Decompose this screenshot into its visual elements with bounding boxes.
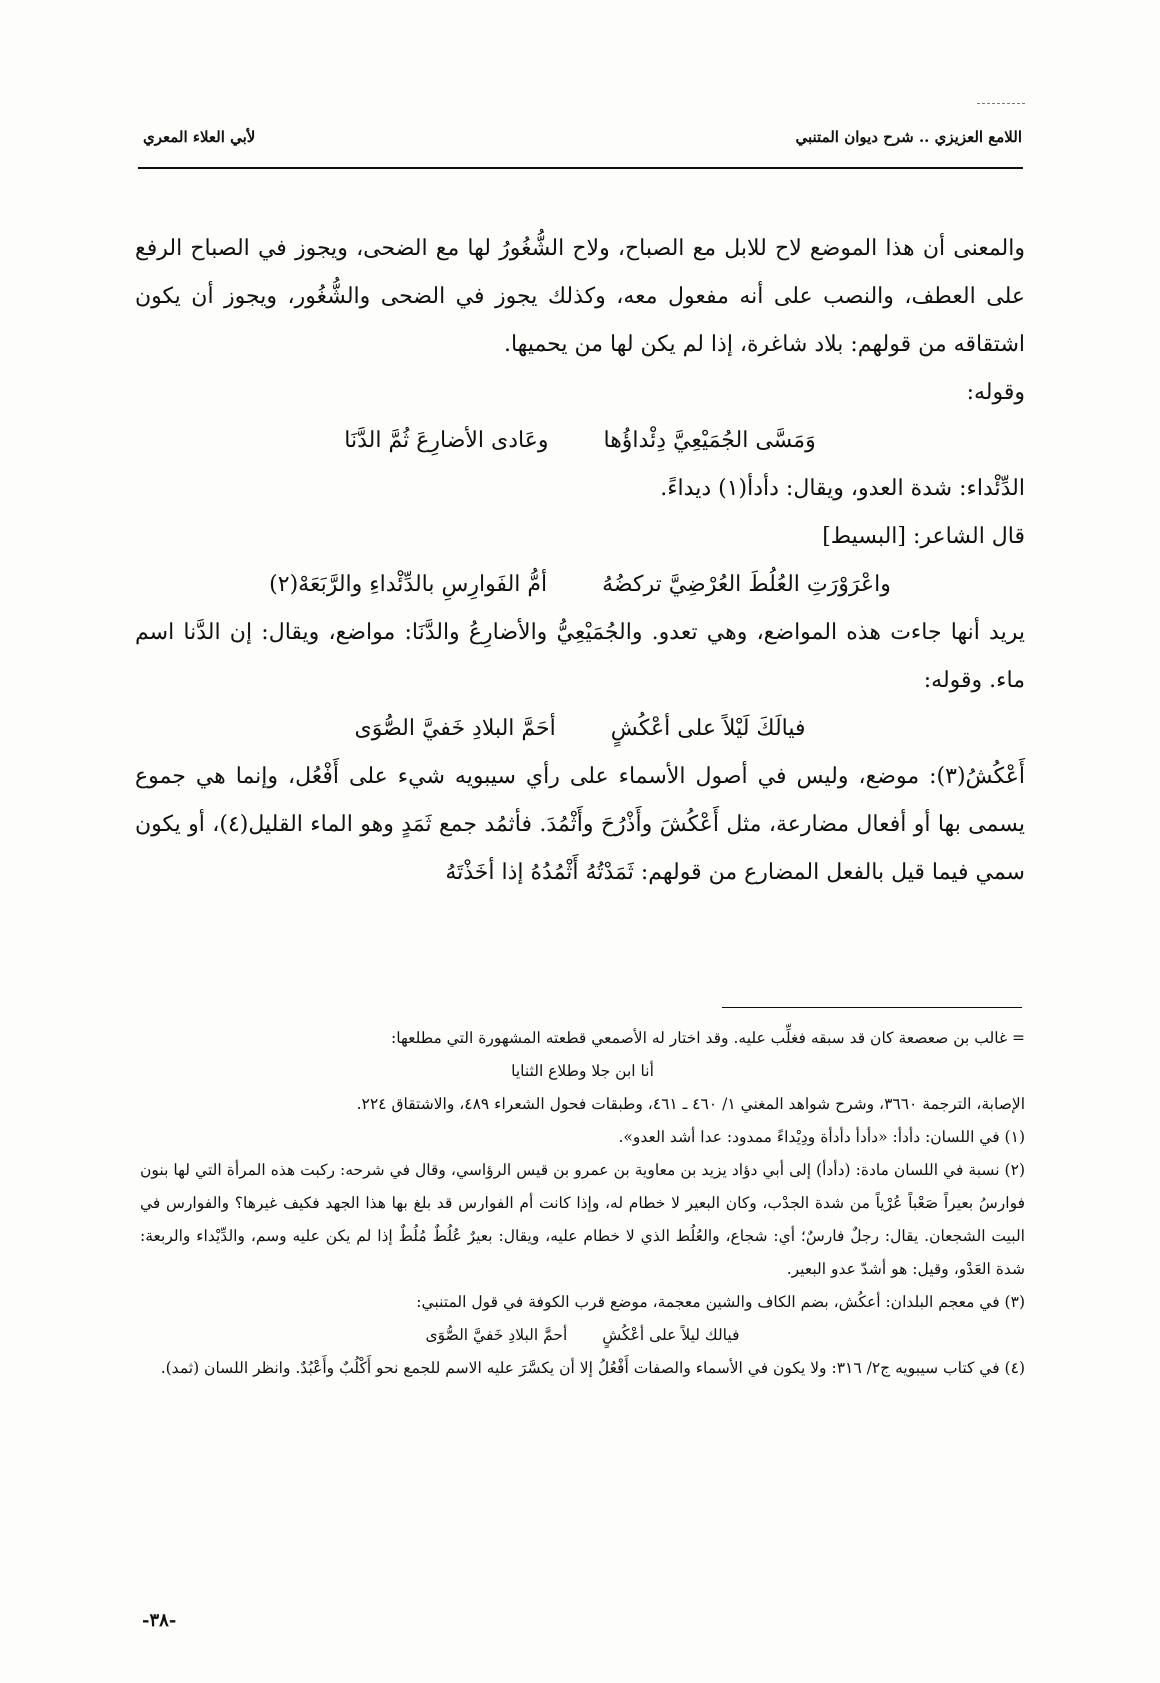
header-mark — [977, 103, 1025, 104]
verse-second-hemistich: أحمَّ البلادِ خَفيَّ الصُّوَى — [425, 1326, 568, 1344]
main-text — [135, 225, 1025, 897]
footnotes — [140, 1022, 1025, 1385]
paragraph: أَعْكُشُ(٣): موضع، وليس في أصول الأسماء على رأي سيبويه شيء على أَفْعُل، وإنما هي جموع يسمى بها أو أفعال مضارعة، مثل أَعْكُشَ وأَذْرُحَ وأَثْمُدَ. فأثمُد جمع ثَمَدٍ وهو الماء القليل(٤)، أو يكون سمي فيما قيل بالفعل المضارع من قولهم: ثَمَدْتُهُ أَثْمُدُهُ إذا أخَذْتَهُ — [135, 764, 1025, 885]
verse-first-hemistich: فيالك ليلاً على أعْكُشٍ — [602, 1326, 740, 1344]
footnote-2: (٢) نسبة في اللسان مادة: (دأدأ) إلى أبي دؤاد يزيد بن معاوية بن عمرو بن قيس الرؤاسي، وقال في شرحه: ركبت هذه المرأة التي لها بنون فوارسُ بعيراً صَعْباً عُرْياً من شدة الجدْب، وكان البعير لا خطام له، وإذا كانت أم الفوارس قد بلغ بها هذا الجهد فكيف غيرها؟ والفوارس في البيت الشجعان. يقال: رجلٌ فارسٌ؛ أي: شجاع، والعُلُط الذي لا خطام عليه، ويقال: بعيرٌ عُلُطٌ مُلُطٌ إذا لم يكن عليه وسم، والدِّيْداء والربعة: شدة العَدْو، وقيل: هو أشدّ عدو البعير. — [140, 1161, 1025, 1278]
verse-first-hemistich: وَمَسَّى الجُمَيْعِيَّ دِئْداؤُها — [603, 428, 816, 453]
footnote-verse — [140, 1319, 1025, 1352]
footnote-rule — [722, 1007, 1022, 1008]
running-title: اللامع العزيزي .. شرح ديوان المتنبي — [795, 128, 1022, 146]
footnote-3: (٣) في معجم البلدان: أعكُش، بضم الكاف والشين معجمة، موضع قرب الكوفة في قول المتنبي: — [416, 1293, 1025, 1311]
verse — [135, 705, 1025, 753]
verse — [135, 417, 1025, 465]
verse — [135, 561, 1025, 609]
footnote-4: (٤) في كتاب سيبويه ج٢/ ٣١٦: ولا يكون في الأسماء والصفات أَفْعُلُ إلا أن يكسَّرَ عليه الاسم للجمع نحو أَكْلُبٌ وأَعْبُدٌ. وانظر اللسان (ثمد). — [160, 1359, 1025, 1377]
paragraph: وقوله: — [966, 380, 1025, 405]
paragraph: يريد أنها جاءت هذه المواضع، وهي تعدو. والجُمَيْعِيُّ والأضارِعُ والدَّنَا: مواضع، ويقال: إن الدَّنا اسم ماء. وقوله: — [135, 620, 1025, 693]
verse-second-hemistich: أحَمَّ البلادِ خَفيَّ الصُّوَى — [354, 716, 556, 741]
paragraph: والمعنى أن هذا الموضع لاح للابل مع الصباح، ولاح الشُّغُورُ لها مع الضحى، ويجوز في الصباح الرفع على العطف، والنصب على أنه مفعول معه، وكذلك يجوز في الضحى والشُّغُور، ويجوز أن يكون اشتقاقه من قولهم: بلاد شاغرة، إذا لم يكن لها من يحميها. — [135, 236, 1025, 357]
verse-second-hemistich: وعَادى الأضارِعَ ثُمَّ الدَّنَا — [344, 428, 549, 453]
footnote-continuation: = غالب بن صعصعة كان قد سبقه فغلِّب عليه. وقد اختار له الأصمعي قطعته المشهورة التي مطلعها: — [391, 1029, 1025, 1047]
running-author: لأبي العلاء المعري — [143, 128, 256, 146]
header-rule — [138, 167, 1023, 169]
page-number: -٣٨- — [142, 1610, 177, 1631]
verse-second-hemistich: أمُّ الفَوارِسِ بالدِّئْداءِ والرَّبَعَهْ(٢) — [269, 572, 548, 597]
verse-first-hemistich: واعْرَوْرَتِ العُلُطَ العُرْضِيَّ تركضُهُ — [602, 572, 891, 597]
footnote-1: (١) في اللسان: دأدأ: «دأدأ دأدأة ودِيْداءً ممدود: عدا أشد العدو». — [618, 1128, 1025, 1146]
definition: الدِّئْداء: شدة العدو، ويقال: دأدأ(١) ديداءً. — [660, 476, 1025, 501]
verse-first-hemistich: فيالَكَ لَيْلاً على أعْكُشٍ — [610, 716, 806, 741]
footnote-verse: أنا ابن جلا وطلاع الثنايا — [511, 1062, 654, 1080]
footnote-references: الإصابة، الترجمة ٣٦٦٠، وشرح شواهد المغني ١/ ٤٦٠ ـ ٤٦١، وطبقات فحول الشعراء ٤٨٩، والاشتقاق ٢٢٤. — [356, 1095, 1025, 1113]
poet-intro: قال الشاعر: [البسيط] — [822, 524, 1025, 549]
